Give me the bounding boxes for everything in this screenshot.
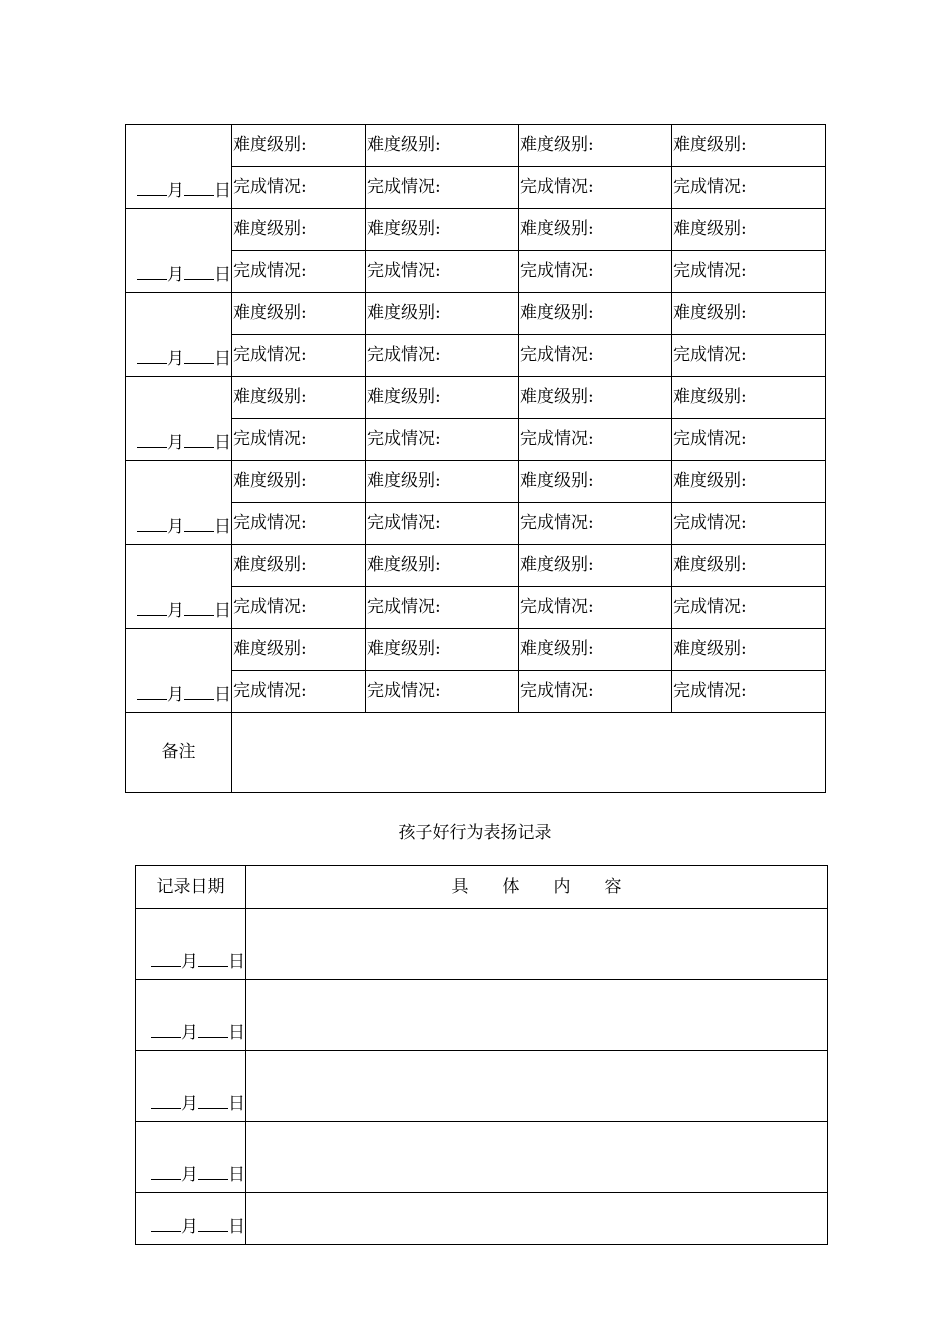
praise-content-cell[interactable] <box>246 980 828 1051</box>
completion-cell[interactable] <box>232 419 366 461</box>
record-row <box>126 377 826 419</box>
completion-cell[interactable] <box>519 167 672 209</box>
completion-label: 完成情况: <box>673 177 747 197</box>
completion-label: 完成情况: <box>367 597 441 617</box>
difficulty-label: 难度级别: <box>673 303 747 323</box>
difficulty-cell[interactable] <box>232 377 366 419</box>
difficulty-cell[interactable] <box>366 293 519 335</box>
difficulty-cell[interactable] <box>519 629 672 671</box>
praise-content-cell[interactable] <box>246 1193 828 1245</box>
difficulty-cell[interactable] <box>672 629 826 671</box>
completion-label: 完成情况: <box>367 429 441 449</box>
completion-label: 完成情况: <box>673 429 747 449</box>
completion-cell[interactable] <box>519 335 672 377</box>
record-row <box>126 461 826 503</box>
completion-cell[interactable] <box>366 251 519 293</box>
difficulty-label: 难度级别: <box>520 555 594 575</box>
difficulty-label: 难度级别: <box>233 471 307 491</box>
difficulty-cell[interactable] <box>672 461 826 503</box>
difficulty-label: 难度级别: <box>673 639 747 659</box>
difficulty-cell[interactable] <box>672 125 826 167</box>
difficulty-cell[interactable] <box>366 461 519 503</box>
completion-cell[interactable] <box>519 251 672 293</box>
praise-date-cell[interactable]: 月 日 <box>136 980 246 1051</box>
completion-label: 完成情况: <box>233 345 307 365</box>
completion-label: 完成情况: <box>520 261 594 281</box>
date-cell[interactable]: 月 日 <box>126 377 232 461</box>
difficulty-label: 难度级别: <box>233 639 307 659</box>
completion-cell[interactable] <box>366 503 519 545</box>
praise-date-cell[interactable]: 月 日 <box>136 1051 246 1122</box>
completion-cell[interactable] <box>672 419 826 461</box>
completion-label: 完成情况: <box>233 177 307 197</box>
record-row <box>126 629 826 671</box>
completion-cell[interactable] <box>672 251 826 293</box>
date-cell[interactable]: 月 日 <box>126 629 232 713</box>
difficulty-cell[interactable] <box>366 545 519 587</box>
difficulty-label: 难度级别: <box>520 387 594 407</box>
completion-label: 完成情况: <box>673 597 747 617</box>
praise-row <box>136 1051 828 1122</box>
difficulty-cell[interactable] <box>232 629 366 671</box>
record-row <box>126 125 826 167</box>
difficulty-label: 难度级别: <box>367 303 441 323</box>
date-cell[interactable]: 月 日 <box>126 125 232 209</box>
completion-label: 完成情况: <box>367 513 441 533</box>
completion-label: 完成情况: <box>233 513 307 533</box>
completion-cell[interactable] <box>232 251 366 293</box>
completion-cell[interactable] <box>366 671 519 713</box>
completion-label: 完成情况: <box>520 513 594 533</box>
completion-cell[interactable] <box>232 335 366 377</box>
remark-row <box>126 713 826 793</box>
record-row <box>126 545 826 587</box>
completion-label: 完成情况: <box>367 345 441 365</box>
difficulty-cell[interactable] <box>366 629 519 671</box>
completion-cell[interactable] <box>672 167 826 209</box>
completion-cell[interactable] <box>366 587 519 629</box>
difficulty-cell[interactable] <box>519 293 672 335</box>
date-cell[interactable]: 月 日 <box>126 293 232 377</box>
completion-cell[interactable] <box>672 671 826 713</box>
completion-label: 完成情况: <box>520 429 594 449</box>
date-cell[interactable]: 月 日 <box>126 545 232 629</box>
praise-record-table <box>135 865 828 1245</box>
difficulty-cell[interactable] <box>232 545 366 587</box>
difficulty-cell[interactable] <box>232 293 366 335</box>
date-cell[interactable]: 月 日 <box>126 461 232 545</box>
difficulty-label: 难度级别: <box>673 387 747 407</box>
praise-content-cell[interactable] <box>246 1051 828 1122</box>
completion-label: 完成情况: <box>673 345 747 365</box>
difficulty-cell[interactable] <box>366 125 519 167</box>
praise-record-title: 孩子好行为表扬记录 <box>398 823 552 843</box>
completion-label: 完成情况: <box>673 261 747 281</box>
difficulty-label: 难度级别: <box>520 303 594 323</box>
completion-cell[interactable] <box>672 335 826 377</box>
difficulty-label: 难度级别: <box>367 555 441 575</box>
difficulty-cell[interactable] <box>672 377 826 419</box>
completion-label: 完成情况: <box>520 681 594 701</box>
completion-label: 完成情况: <box>673 681 747 701</box>
difficulty-label: 难度级别: <box>367 639 441 659</box>
completion-cell[interactable] <box>366 335 519 377</box>
difficulty-label: 难度级别: <box>520 639 594 659</box>
content-header: 具 体 内 容 <box>246 866 828 909</box>
difficulty-label: 难度级别: <box>520 471 594 491</box>
record-date-header: 记录日期 <box>136 866 246 909</box>
completion-cell[interactable] <box>519 503 672 545</box>
difficulty-cell[interactable] <box>519 125 672 167</box>
completion-cell[interactable] <box>232 671 366 713</box>
completion-label: 完成情况: <box>367 261 441 281</box>
difficulty-cell[interactable] <box>519 377 672 419</box>
completion-cell[interactable] <box>519 419 672 461</box>
difficulty-cell[interactable] <box>366 209 519 251</box>
completion-cell[interactable] <box>232 167 366 209</box>
difficulty-label: 难度级别: <box>233 387 307 407</box>
date-cell[interactable]: 月 日 <box>126 209 232 293</box>
completion-label: 完成情况: <box>520 177 594 197</box>
difficulty-label: 难度级别: <box>233 555 307 575</box>
completion-label: 完成情况: <box>233 597 307 617</box>
completion-cell[interactable] <box>672 587 826 629</box>
difficulty-label: 难度级别: <box>233 303 307 323</box>
remark-label: 备注 <box>126 713 232 793</box>
record-row <box>126 209 826 251</box>
record-row <box>126 293 826 335</box>
difficulty-label: 难度级别: <box>673 219 747 239</box>
difficulty-cell[interactable] <box>519 545 672 587</box>
praise-date-cell[interactable]: 月 日 <box>136 1193 246 1245</box>
difficulty-label: 难度级别: <box>367 135 441 155</box>
completion-cell[interactable] <box>366 167 519 209</box>
completion-label: 完成情况: <box>367 681 441 701</box>
completion-cell[interactable] <box>366 419 519 461</box>
difficulty-cell[interactable] <box>366 377 519 419</box>
praise-date-cell[interactable]: 月 日 <box>136 909 246 980</box>
difficulty-label: 难度级别: <box>520 219 594 239</box>
difficulty-cell[interactable] <box>519 461 672 503</box>
difficulty-label: 难度级别: <box>673 135 747 155</box>
praise-row <box>136 1193 828 1245</box>
difficulty-label: 难度级别: <box>673 471 747 491</box>
difficulty-label: 难度级别: <box>233 135 307 155</box>
completion-label: 完成情况: <box>233 681 307 701</box>
completion-cell[interactable] <box>232 587 366 629</box>
praise-row <box>136 909 828 980</box>
praise-date-cell[interactable]: 月 日 <box>136 1122 246 1193</box>
task-record-table <box>125 124 826 793</box>
completion-label: 完成情况: <box>367 177 441 197</box>
difficulty-cell[interactable] <box>672 293 826 335</box>
praise-content-cell[interactable] <box>246 1122 828 1193</box>
remark-field[interactable] <box>232 713 826 793</box>
completion-label: 完成情况: <box>233 429 307 449</box>
difficulty-label: 难度级别: <box>520 135 594 155</box>
difficulty-label: 难度级别: <box>367 219 441 239</box>
difficulty-cell[interactable] <box>232 209 366 251</box>
difficulty-label: 难度级别: <box>367 471 441 491</box>
completion-cell[interactable] <box>519 671 672 713</box>
difficulty-cell[interactable] <box>672 545 826 587</box>
completion-label: 完成情况: <box>233 261 307 281</box>
difficulty-cell[interactable] <box>232 125 366 167</box>
difficulty-label: 难度级别: <box>673 555 747 575</box>
difficulty-cell[interactable] <box>232 461 366 503</box>
difficulty-cell[interactable] <box>519 209 672 251</box>
praise-row <box>136 1122 828 1193</box>
completion-label: 完成情况: <box>673 513 747 533</box>
praise-content-cell[interactable] <box>246 909 828 980</box>
difficulty-label: 难度级别: <box>233 219 307 239</box>
praise-row <box>136 980 828 1051</box>
completion-cell[interactable] <box>519 587 672 629</box>
completion-cell[interactable] <box>232 503 366 545</box>
difficulty-cell[interactable] <box>672 209 826 251</box>
completion-label: 完成情况: <box>520 597 594 617</box>
difficulty-label: 难度级别: <box>367 387 441 407</box>
completion-cell[interactable] <box>672 503 826 545</box>
completion-label: 完成情况: <box>520 345 594 365</box>
